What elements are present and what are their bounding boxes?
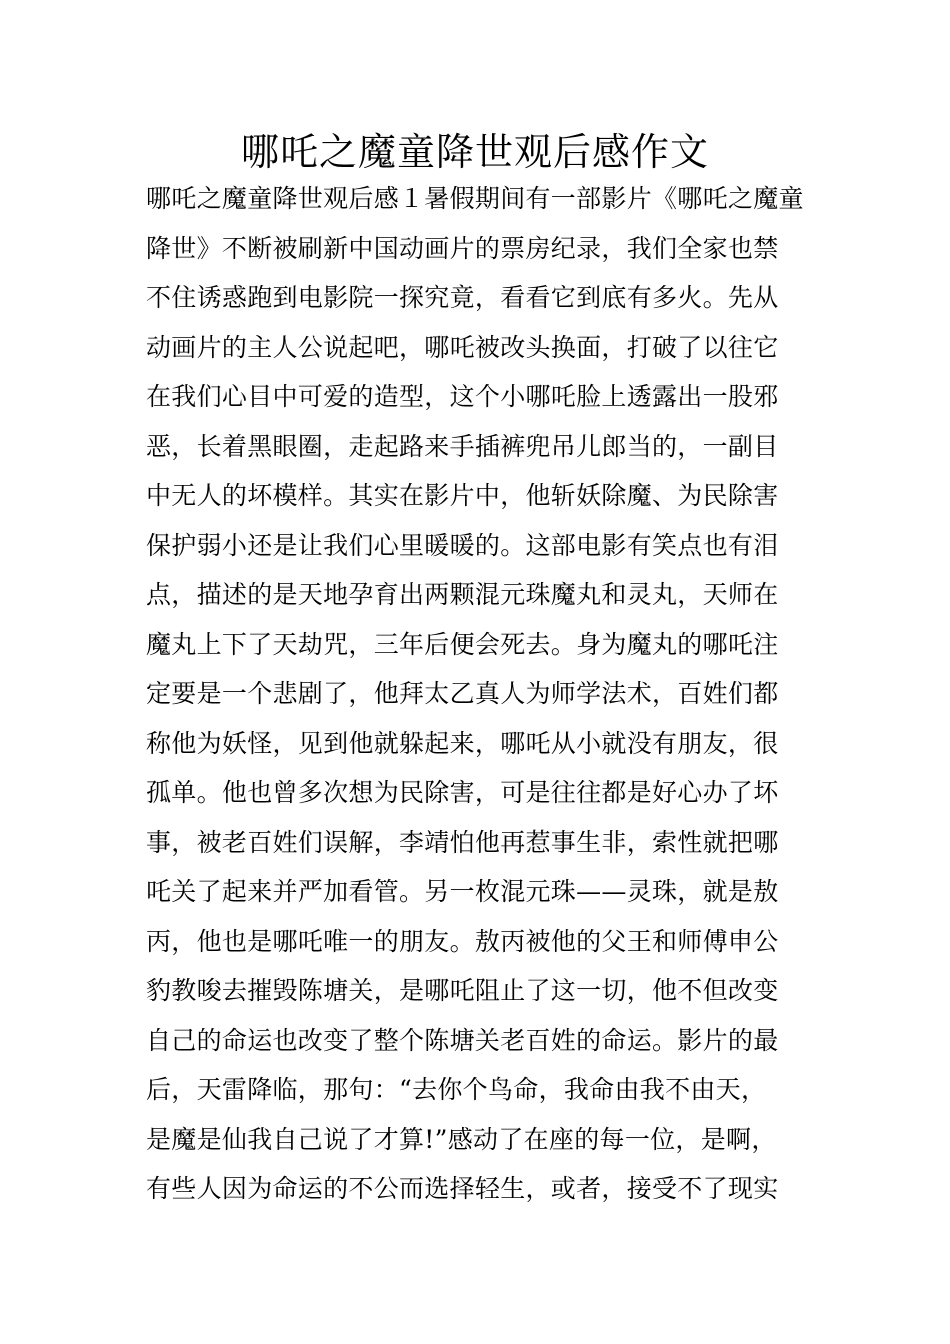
body-line: 丙，他也是哪吒唯一的朋友。敖丙被他的父王和师傅申公: [146, 926, 779, 956]
body-line: 降世》不断被刷新中国动画片的票房纪录，我们全家也禁: [146, 233, 779, 263]
body-line: 后，天雷降临，那句：“去你个鸟命，我命由我不由天，: [146, 1075, 767, 1104]
body-line: 称他为妖怪，见到他就躲起来，哪吒从小就没有朋友，很: [146, 728, 779, 758]
body-line: 不住诱惑跑到电影院一探究竟，看看它到底有多火。先从: [146, 283, 779, 312]
document-title: 哪吒之魔童降世观后感作文: [240, 130, 709, 174]
body-line: 孤单。他也曾多次想为民除害，可是往往都是好心办了坏: [146, 778, 779, 807]
body-line: 恶，长着黑眼圈，走起路来手插裤兜吊儿郎当的，一副目: [146, 431, 779, 461]
body-line: 有些人因为命运的不公而选择轻生，或者，接受不了现实: [146, 1174, 779, 1203]
body-line: 在我们心目中可爱的造型，这个小哪吒脸上透露出一股邪: [146, 382, 779, 411]
body-line: 保护弱小还是让我们心里暖暖的。这部电影有笑点也有泪: [146, 530, 779, 560]
body-line: 动画片的主人公说起吧，哪吒被改头换面，打破了以往它: [146, 332, 779, 362]
body-line: 吒关了起来并严加看管。另一枚混元珠——灵珠，就是敖: [146, 877, 779, 906]
body-line: 中无人的坏模样。其实在影片中，他斩妖除魔、为民除害: [146, 481, 779, 510]
body-line: 豹教唆去摧毁陈塘关，是哪吒阻止了这一切，他不但改变: [146, 976, 779, 1005]
body-line: 事，被老百姓们误解，李靖怕他再惹事生非，索性就把哪: [146, 827, 779, 857]
body-line: 哪吒之魔童降世观后感１暑假期间有一部影片《哪吒之魔童: [146, 184, 804, 213]
body-line: 定要是一个悲剧了，他拜太乙真人为师学法术，百姓们都: [146, 679, 779, 708]
body-line: 是魔是仙我自己说了才算!”感动了在座的每一位，是啊，: [146, 1124, 777, 1154]
document-body: [146, 174, 816, 1214]
body-line: 魔丸上下了天劫咒，三年后便会死去。身为魔丸的哪吒注: [146, 629, 779, 659]
body-line: 点，描述的是天地孕育出两颗混元珠魔丸和灵丸，天师在: [146, 580, 779, 609]
body-line: 自己的命运也改变了整个陈塘关老百姓的命运。影片的最: [146, 1025, 779, 1055]
